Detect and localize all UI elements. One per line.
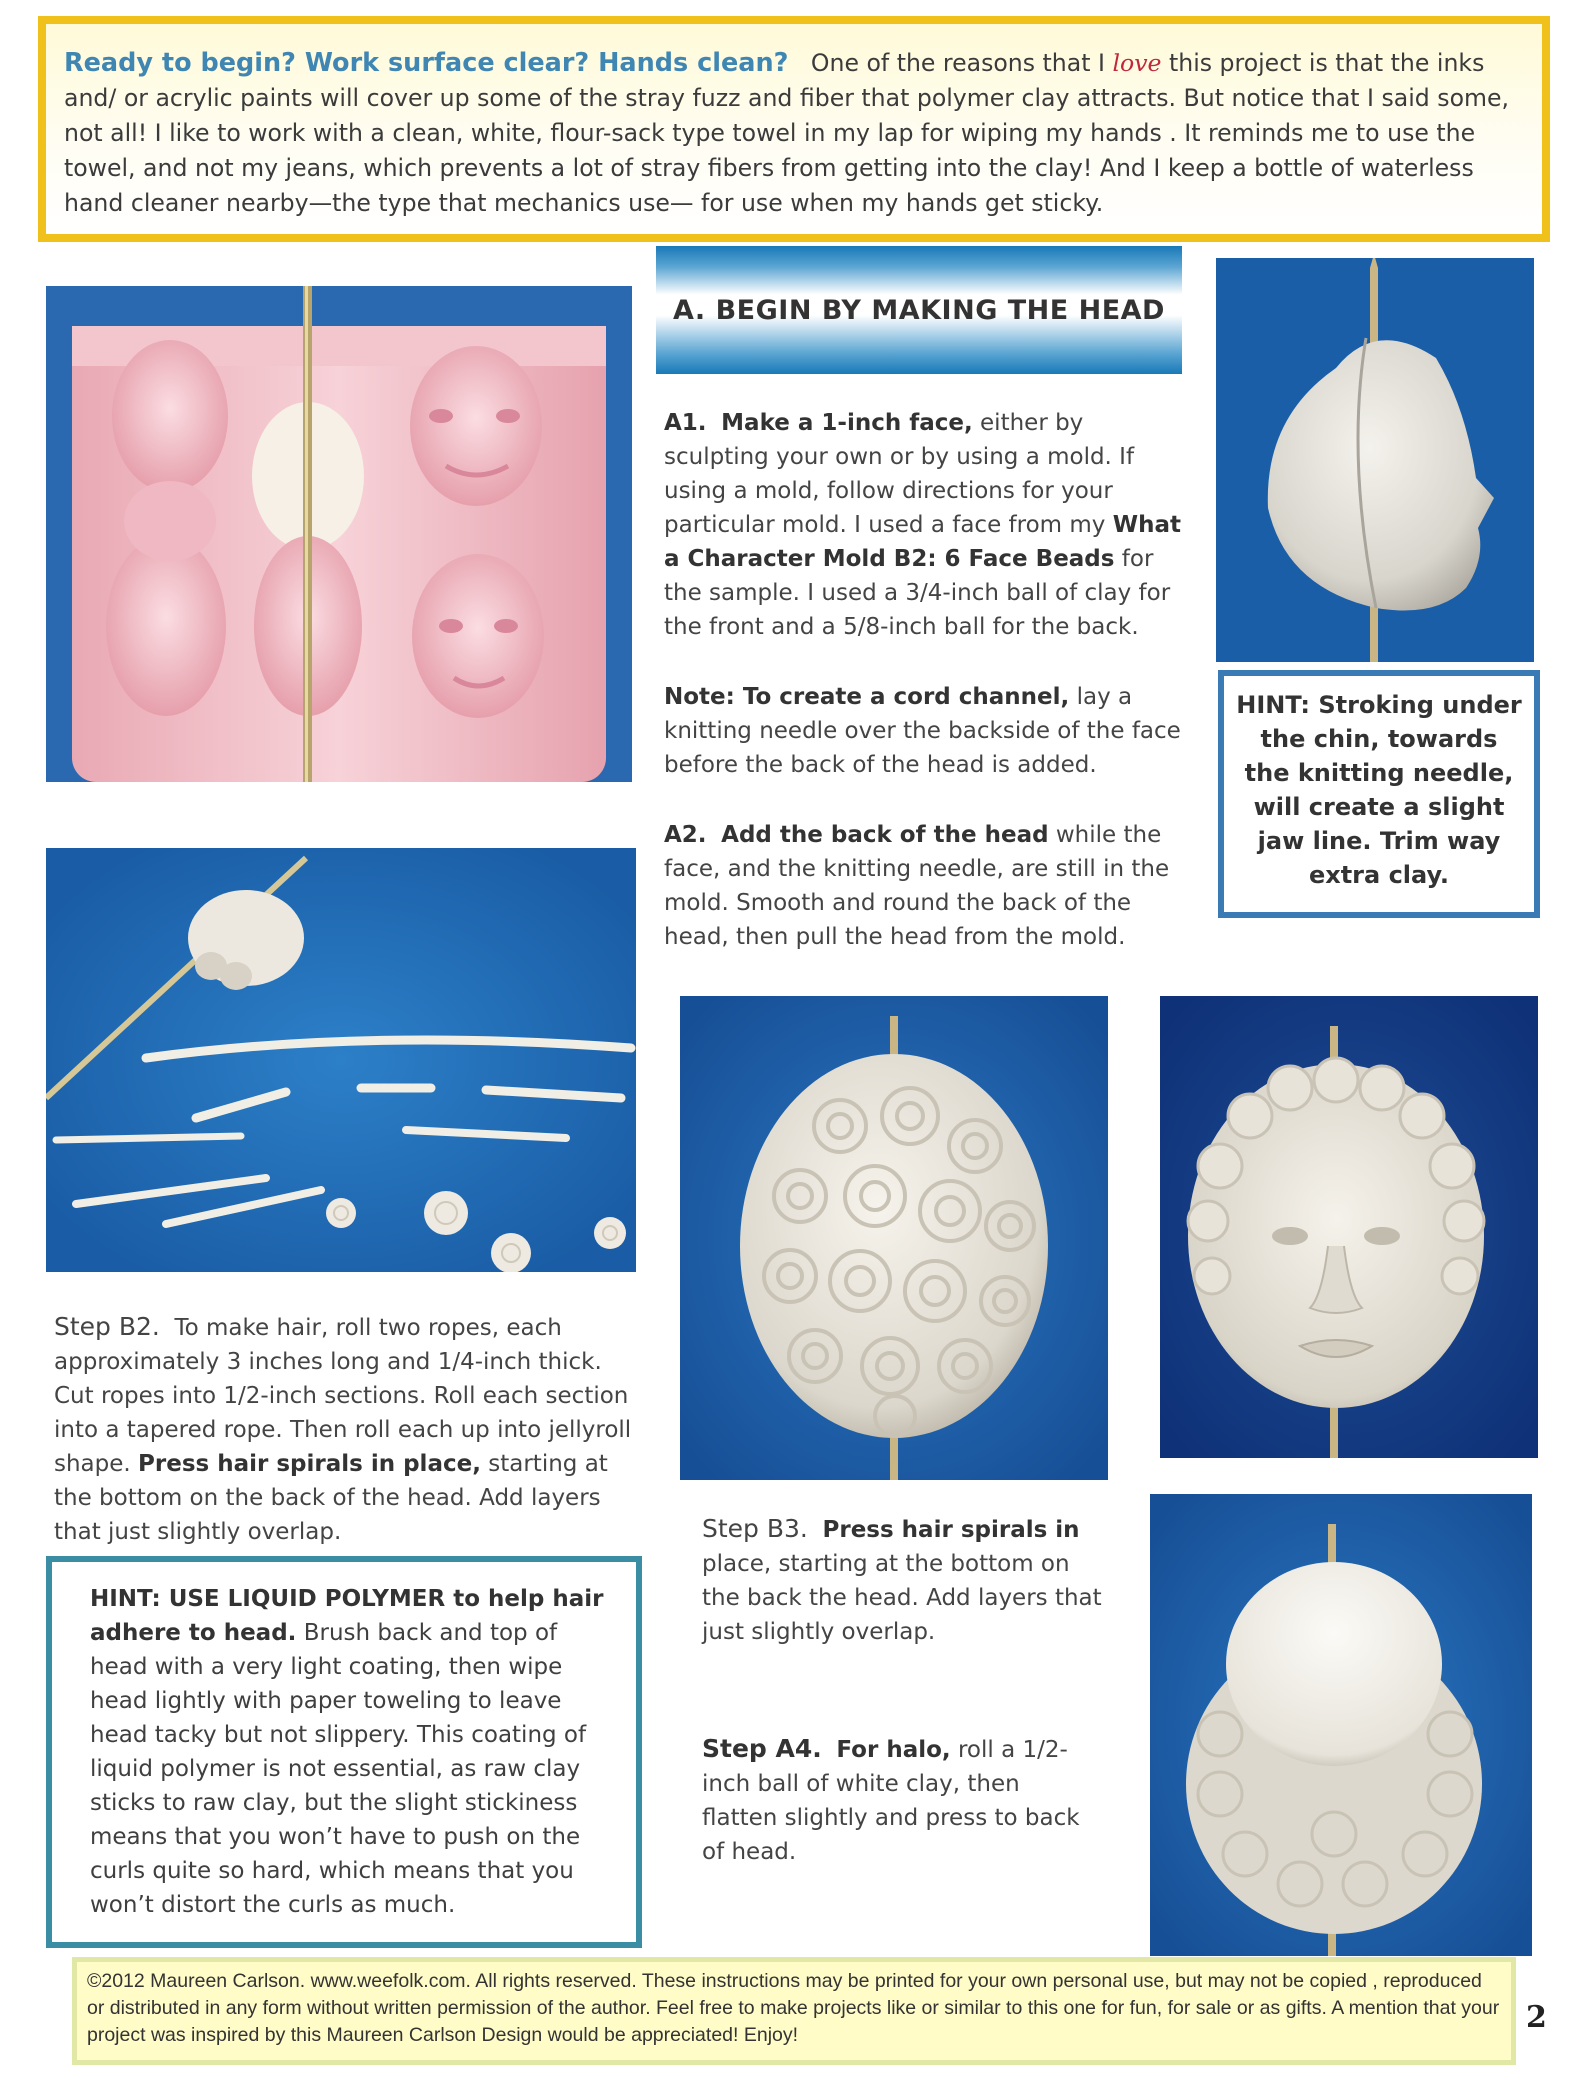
hint-box-liquid-polymer bbox=[46, 1556, 642, 1948]
copyright-text: ©2012 Maureen Carlson. www.weefolk.com. All rights reserved. These instructions may be printed for your own personal use, but may not be copied , reproduced or distributed in any form without written permission of the author. Feel free to make projects like or similar to this one for fun, for sale or as gifts. A mention that your project was inspired by this Maureen Carlson Design would be appreciated! Enjoy! bbox=[87, 1970, 1500, 2046]
step-b2-body-2: starting at the bottom on the back of the head. Add layers that just slightly overlap. bbox=[54, 1451, 608, 1545]
note-body: lay a knitting needle over the backside of the face before the back of the head is added. bbox=[664, 684, 1181, 778]
hint-liquid-polymer-bold: HINT: USE LIQUID POLYMER to help hair adhere to head. bbox=[90, 1586, 604, 1646]
step-b3-body: place, starting at the bottom on the back the head. Add layers that just slightly overlap. bbox=[702, 1551, 1102, 1645]
step-a4-bold: For halo, bbox=[836, 1737, 951, 1763]
note-text bbox=[664, 680, 1184, 782]
step-a2-bold: Add the back of the head bbox=[721, 822, 1049, 848]
photo-hair-ropes bbox=[46, 848, 636, 1272]
intro-text-2: this project is that the inks and/ or acrylic paints will cover up some of the stray fuzz and fiber that polymer clay attracts. But notice that I said some, not all! I like to work with a clean, white, flour-sack type towel in my lap for wiping my hands . It reminds me to use the towel, and not my jeans, which prevents a lot of stray fibers from getting into the clay! And I keep a bottle of waterless hand cleaner nearby—the type that mechanics use— for use when my hands get sticky. bbox=[64, 49, 1510, 217]
step-a4-label: Step A4. bbox=[702, 1734, 822, 1763]
step-a1-text bbox=[664, 406, 1184, 644]
step-a1-mold-name: What a Character Mold B2: 6 Face Beads bbox=[664, 512, 1181, 572]
step-a1-label: A1. bbox=[664, 410, 707, 436]
photo-face-with-curls bbox=[1160, 996, 1538, 1458]
step-a1-bold: Make a 1-inch face, bbox=[721, 410, 973, 436]
step-b2-text bbox=[54, 1310, 640, 1549]
hint-jaw-line-text: HINT: Stroking under the chin, towards the knitting needle, will create a slight jaw line. Trim way extra clay. bbox=[1236, 691, 1522, 889]
note-bold: Note: To create a cord channel, bbox=[664, 684, 1070, 710]
hint-box-jaw-line bbox=[1218, 670, 1540, 918]
intro-text-1: One of the reasons that I bbox=[810, 49, 1105, 77]
photo-curls-back bbox=[680, 996, 1108, 1480]
page-number: 2 bbox=[1526, 2000, 1547, 2035]
copyright-footer bbox=[72, 1957, 1516, 2065]
step-b3-label: Step B3. bbox=[702, 1514, 808, 1543]
step-a4-body: roll a 1/2-inch ball of white clay, then flatten slightly and press to back of head. bbox=[702, 1737, 1080, 1865]
step-a4-text bbox=[702, 1732, 1102, 1869]
hint-liquid-polymer-body: Brush back and top of head with a very light coating, then wipe head lightly with paper toweling to leave head tacky but not slippery. This coating of liquid polymer is not essential, as raw clay sticks to raw clay, but the slight stickiness means that you won’t have to push on the curls quite so hard, which means that you won’t distort the curls as much. bbox=[90, 1620, 587, 1918]
step-a1-body-2: for the sample. I used a 3/4-inch ball of clay for the front and a 5/8-inch ball for the back. bbox=[664, 546, 1171, 640]
intro-box bbox=[38, 16, 1550, 242]
intro-love: love bbox=[1112, 49, 1162, 77]
step-a1-body: either by sculpting your own or by using a mold. If using a mold, follow directions for your particular mold. I used a face from my bbox=[664, 410, 1135, 538]
step-a2-body: while the face, and the knitting needle, are still in the mold. Smooth and round the back of the head, then pull the head from the mold. bbox=[664, 822, 1170, 950]
photo-face-profile bbox=[1216, 258, 1534, 662]
step-a2-text bbox=[664, 818, 1184, 954]
step-b2-body: To make hair, roll two ropes, each approximately 3 inches long and 1/4-inch thick. Cut ropes into 1/2-inch sections. Roll each section into a tapered rope. Then roll each up into jellyroll shape. bbox=[54, 1315, 632, 1477]
photo-halo bbox=[1150, 1494, 1532, 1956]
step-b2-label: Step B2. bbox=[54, 1312, 160, 1341]
step-a2-label: A2. bbox=[664, 822, 707, 848]
step-b2-bold: Press hair spirals in place, bbox=[138, 1451, 481, 1477]
section-a-title: A. BEGIN BY MAKING THE HEAD bbox=[673, 294, 1165, 326]
intro-lead: Ready to begin? Work surface clear? Hands clean? bbox=[64, 48, 789, 78]
photo-pink-mold bbox=[46, 286, 632, 782]
step-b3-text bbox=[702, 1512, 1102, 1649]
step-b3-bold: Press hair spirals in bbox=[822, 1517, 1080, 1543]
section-a-title-banner bbox=[656, 246, 1182, 374]
